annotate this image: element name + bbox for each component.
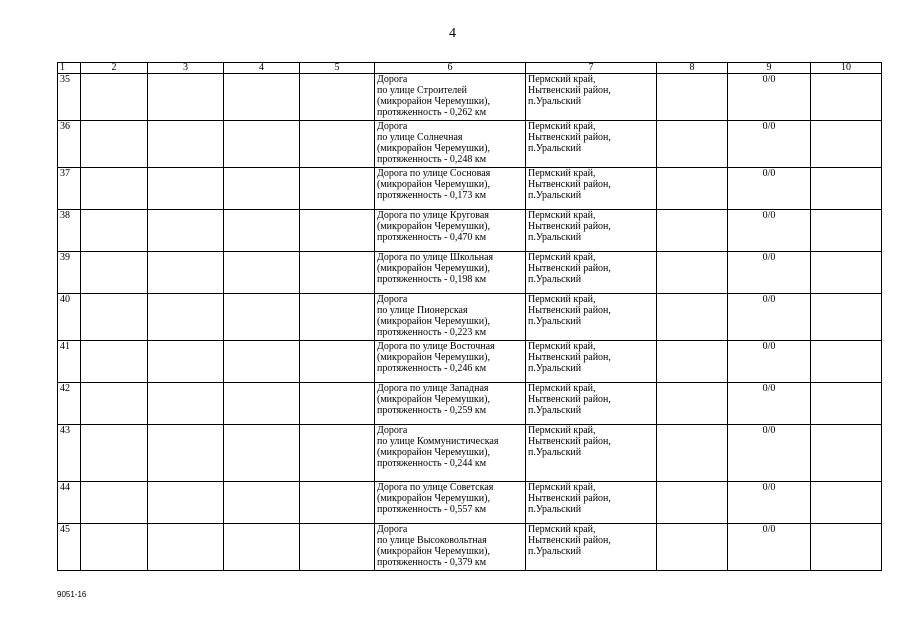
value-cell: 0/0: [728, 121, 811, 168]
row-number-cell: 42: [58, 383, 81, 425]
empty-cell: [81, 425, 148, 482]
empty-cell: [811, 341, 882, 383]
empty-cell: [224, 252, 300, 294]
empty-cell: [657, 524, 728, 571]
empty-cell: [811, 121, 882, 168]
table-row: [58, 121, 882, 168]
empty-cell: [300, 383, 375, 425]
value-cell: 0/0: [728, 341, 811, 383]
table-row: [58, 383, 882, 425]
column-header: 6: [375, 63, 526, 74]
empty-cell: [81, 210, 148, 252]
row-number-cell: 41: [58, 341, 81, 383]
location-cell: Пермский край, Нытвенский район, п.Уральский: [526, 252, 657, 294]
empty-cell: [811, 74, 882, 121]
empty-cell: [811, 524, 882, 571]
column-header: 2: [81, 63, 148, 74]
registry-table: [57, 62, 882, 571]
row-number-cell: 44: [58, 482, 81, 524]
empty-cell: [148, 168, 224, 210]
row-number-cell: 39: [58, 252, 81, 294]
row-number-cell: 45: [58, 524, 81, 571]
empty-cell: [300, 121, 375, 168]
empty-cell: [224, 294, 300, 341]
empty-cell: [657, 294, 728, 341]
table-row: [58, 341, 882, 383]
object-name-cell: Дорога по улице Советская (микрорайон Черемушки), протяженность - 0,557 км: [375, 482, 526, 524]
value-cell: 0/0: [728, 210, 811, 252]
object-name-cell: Дорога по улице Школьная (микрорайон Черемушки), протяженность - 0,198 км: [375, 252, 526, 294]
empty-cell: [148, 383, 224, 425]
empty-cell: [300, 425, 375, 482]
row-number-cell: 40: [58, 294, 81, 341]
column-header: 10: [811, 63, 882, 74]
value-cell: 0/0: [728, 482, 811, 524]
document-code: 9051-16: [57, 590, 87, 599]
value-cell: 0/0: [728, 524, 811, 571]
empty-cell: [81, 168, 148, 210]
empty-cell: [224, 524, 300, 571]
row-number-cell: 36: [58, 121, 81, 168]
table-row: [58, 210, 882, 252]
empty-cell: [148, 252, 224, 294]
location-cell: Пермский край, Нытвенский район, п.Уральский: [526, 482, 657, 524]
empty-cell: [81, 294, 148, 341]
table-row: [58, 524, 882, 571]
object-name-cell: Дорога по улице Западная (микрорайон Черемушки), протяженность - 0,259 км: [375, 383, 526, 425]
empty-cell: [657, 425, 728, 482]
table-row: [58, 252, 882, 294]
empty-cell: [300, 168, 375, 210]
empty-cell: [224, 74, 300, 121]
empty-cell: [148, 425, 224, 482]
page-number: 4: [449, 26, 456, 41]
object-name-cell: Дорога по улице Коммунистическая (микрорайон Черемушки), протяженность - 0,244 км: [375, 425, 526, 482]
location-cell: Пермский край, Нытвенский район, п.Уральский: [526, 524, 657, 571]
empty-cell: [300, 210, 375, 252]
empty-cell: [657, 121, 728, 168]
object-name-cell: Дорога по улице Строителей (микрорайон Черемушки), протяженность - 0,262 км: [375, 74, 526, 121]
empty-cell: [81, 121, 148, 168]
empty-cell: [224, 210, 300, 252]
empty-cell: [224, 383, 300, 425]
value-cell: 0/0: [728, 74, 811, 121]
location-cell: Пермский край, Нытвенский район, п.Уральский: [526, 74, 657, 121]
empty-cell: [811, 482, 882, 524]
location-cell: Пермский край, Нытвенский район, п.Уральский: [526, 425, 657, 482]
column-header: 1: [58, 63, 81, 74]
empty-cell: [148, 121, 224, 168]
table-row: [58, 74, 882, 121]
empty-cell: [224, 121, 300, 168]
empty-cell: [300, 294, 375, 341]
empty-cell: [811, 383, 882, 425]
empty-cell: [148, 210, 224, 252]
empty-cell: [81, 341, 148, 383]
empty-cell: [300, 252, 375, 294]
empty-cell: [81, 524, 148, 571]
empty-cell: [148, 74, 224, 121]
location-cell: Пермский край, Нытвенский район, п.Уральский: [526, 383, 657, 425]
empty-cell: [224, 341, 300, 383]
object-name-cell: Дорога по улице Восточная (микрорайон Черемушки), протяженность - 0,246 км: [375, 341, 526, 383]
empty-cell: [657, 482, 728, 524]
row-number-cell: 35: [58, 74, 81, 121]
column-header: 9: [728, 63, 811, 74]
empty-cell: [657, 74, 728, 121]
row-number-cell: 38: [58, 210, 81, 252]
empty-cell: [811, 210, 882, 252]
empty-cell: [657, 168, 728, 210]
location-cell: Пермский край, Нытвенский район, п.Уральский: [526, 341, 657, 383]
table-row: [58, 294, 882, 341]
column-header: 4: [224, 63, 300, 74]
row-number-cell: 37: [58, 168, 81, 210]
empty-cell: [811, 168, 882, 210]
empty-cell: [81, 252, 148, 294]
location-cell: Пермский край, Нытвенский район, п.Уральский: [526, 210, 657, 252]
empty-cell: [148, 294, 224, 341]
empty-cell: [148, 524, 224, 571]
empty-cell: [657, 210, 728, 252]
empty-cell: [657, 341, 728, 383]
location-cell: Пермский край, Нытвенский район, п.Уральский: [526, 168, 657, 210]
empty-cell: [300, 482, 375, 524]
column-header: 7: [526, 63, 657, 74]
empty-cell: [811, 294, 882, 341]
table-row: [58, 425, 882, 482]
column-header: 3: [148, 63, 224, 74]
empty-cell: [224, 482, 300, 524]
empty-cell: [300, 341, 375, 383]
empty-cell: [224, 168, 300, 210]
empty-cell: [81, 482, 148, 524]
value-cell: 0/0: [728, 425, 811, 482]
empty-cell: [657, 252, 728, 294]
location-cell: Пермский край, Нытвенский район, п.Уральский: [526, 294, 657, 341]
row-number-cell: 43: [58, 425, 81, 482]
value-cell: 0/0: [728, 168, 811, 210]
column-header: 5: [300, 63, 375, 74]
empty-cell: [148, 482, 224, 524]
empty-cell: [81, 74, 148, 121]
object-name-cell: Дорога по улице Круговая (микрорайон Черемушки), протяженность - 0,470 км: [375, 210, 526, 252]
column-header: 8: [657, 63, 728, 74]
table-header-row: [58, 63, 882, 74]
object-name-cell: Дорога по улице Сосновая (микрорайон Черемушки), протяженность - 0,173 км: [375, 168, 526, 210]
empty-cell: [224, 425, 300, 482]
value-cell: 0/0: [728, 294, 811, 341]
table-row: [58, 482, 882, 524]
table-row: [58, 168, 882, 210]
empty-cell: [148, 341, 224, 383]
empty-cell: [81, 383, 148, 425]
empty-cell: [657, 383, 728, 425]
empty-cell: [300, 74, 375, 121]
location-cell: Пермский край, Нытвенский район, п.Уральский: [526, 121, 657, 168]
empty-cell: [300, 524, 375, 571]
object-name-cell: Дорога по улице Высоковольтная (микрорайон Черемушки), протяженность - 0,379 км: [375, 524, 526, 571]
object-name-cell: Дорога по улице Пионерская (микрорайон Черемушки), протяженность - 0,223 км: [375, 294, 526, 341]
value-cell: 0/0: [728, 383, 811, 425]
object-name-cell: Дорога по улице Солнечная (микрорайон Черемушки), протяженность - 0,248 км: [375, 121, 526, 168]
value-cell: 0/0: [728, 252, 811, 294]
empty-cell: [811, 252, 882, 294]
empty-cell: [811, 425, 882, 482]
